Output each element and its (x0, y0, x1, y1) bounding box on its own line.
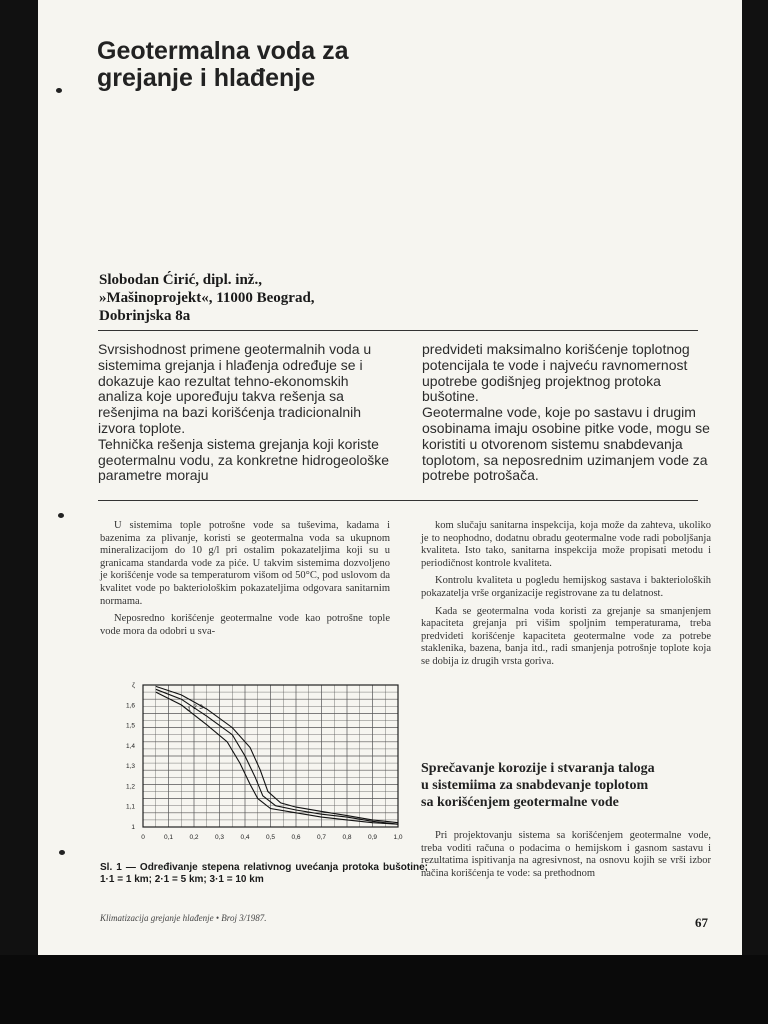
x-tick-label: 0,4 (240, 834, 250, 841)
abstract-bottom-rule (98, 500, 698, 501)
figure-caption: Sl. 1 — Određivanje stepena relativnog uvećanja protoka bušotine; 1·1 = 1 km; 2·1 = 5 km; 3·1 = 10 km (100, 862, 428, 885)
x-tick-label: 0,5 (265, 834, 276, 841)
abstract-left (98, 342, 390, 484)
body-paragraph: Kontrolu kvaliteta u pogledu hemijskog sastava i bakterioloških pokazatelja vrše organizacije registrovane za tu delatnost. (421, 575, 711, 599)
y-tick-label: ζ (132, 682, 135, 689)
x-tick-label: 0,7 (316, 834, 327, 841)
scan-background (0, 955, 768, 1024)
y-tick-label: 1,2 (125, 783, 135, 791)
x-tick-label: 0,2 (189, 834, 199, 841)
x-tick-label: 0,9 (367, 834, 378, 841)
series-label: 2 (193, 704, 197, 712)
article-title (97, 38, 457, 92)
x-tick-label: 0 (141, 834, 145, 841)
y-tick-label: 1,1 (125, 803, 135, 811)
y-tick-label: 1 (131, 824, 135, 831)
body-column-right (421, 520, 711, 674)
author-address: Dobrinjska 8a (99, 308, 191, 324)
x-tick-label: 0,1 (163, 834, 174, 841)
section-body (421, 830, 711, 885)
y-tick-label: 1,4 (125, 742, 135, 750)
y-tick-label: 1,6 (125, 702, 135, 710)
y-tick-label: 1,5 (125, 722, 135, 730)
margin-mark (56, 88, 62, 93)
document-page (38, 0, 742, 955)
title-line-2: grejanje i hlađenje (97, 64, 316, 92)
abstract-paragraph: Svrsishodnost primene geotermalnih voda u sistemima grejanja i hlađenja određuje se i dokazuje kao rezultat tehno-ekonomskih analiza koje upoređuju takva rešenja sa rešenjima na bazi korišćenja tradicionalnih izvora toplote. (98, 341, 372, 436)
abstract-top-rule (98, 330, 698, 331)
body-paragraph: Pri projektovanju sistema sa korišćenjem geotermalne vode, treba voditi računa o podacima o hemijskom i gasnom sastavu i rezultatima ispitivanja na agresivnost, na osnovu kojih se vrši izbor načina korišćenja te vode: sa prethodnom (421, 830, 711, 879)
abstract-paragraph: Geotermalne vode, koje po sastavu i drugim osobinama imaju osobine pitke vode, mogu se koristiti u otvorenom sistemu snabdevanja toplotom, sa neposrednim uzimanjem vode za potrebe potrošača. (422, 404, 710, 484)
series-label: 3 (199, 703, 203, 711)
x-tick-label: 0,3 (214, 834, 225, 841)
margin-mark (58, 513, 64, 518)
journal-footer: Klimatizacija grejanje hlađenje • Broj 3/1987. (100, 913, 267, 923)
series-line-2 (156, 689, 398, 824)
body-column-left (100, 520, 390, 643)
series-label: 1 (187, 705, 191, 713)
y-tick-label: 1,3 (125, 763, 135, 771)
page-number: 67 (695, 915, 708, 930)
abstract-paragraph: predvideti maksimalno korišćenje toplotnog potencijala te vode i najveću ravnomernost upotrebe godišnjeg projektnog protoka bušotine. (422, 341, 690, 405)
x-tick-label: 0,8 (342, 834, 352, 841)
abstract-paragraph: Tehnička rešenja sistema grejanja koji koriste geotermalnu vodu, za konkretne hidrogeološke parametre moraju (98, 435, 390, 484)
figure-chart (113, 677, 435, 847)
body-paragraph: Neposredno korišćenje geotermalne vode kao potrošne tople vode mora da odobri u sva- (100, 613, 390, 637)
x-tick-label: 1,0 (393, 834, 403, 841)
title-line-1: Geotermalna voda za (97, 37, 349, 65)
x-tick-label: 0,6 (291, 834, 301, 841)
author-name: Slobodan Ćirić, dipl. inž., (99, 272, 262, 288)
section-heading: Sprečavanje korozije i stvaranja taloga u sistemiima za snabdevanje toplotom sa korišćenjem geotermalne vode (421, 761, 655, 810)
author-block (99, 271, 399, 325)
body-paragraph: kom slučaju sanitarna inspekcija, koja može da zahteva, ukoliko je to neophodno, dodatnu obradu geotermalne vode radi poboljšanja kvaliteta. Isto tako, sanitarna inspekcija može propisati metodu i periodičnost kontrole kvaliteta. (421, 520, 711, 569)
body-paragraph: Kada se geotermalna voda koristi za grejanje sa smanjenjem kapaciteta grejanja pri višim spoljnim temperaturama, treba predvideti korišćenje kapaciteta geotermalne vode za potrebe staklenika, bazena, banja itd., radi smanjenja potrošnje toplote koja se dobija iz drugih vrsta goriva. (421, 605, 711, 667)
author-company: »Mašinoprojekt«, 11000 Beograd, (99, 290, 315, 306)
body-paragraph: U sistemima tople potrošne vode sa tuševima, kadama i bazenima za plivanje, koristi se geotermalna voda sa ukupnom mineralizacijom do 10 g/l pri ostalim pokazateljima koji su u granicama standarda vode za piće. U takvim sistemima dozvoljeno je korišćenje vode sa temperaturom višom od 50°C, pod uslovom da kvalitet vode po bakteriološkim pokazateljima odgovara sanitarnim normama. (100, 520, 390, 607)
abstract-right (422, 342, 712, 484)
series-line-1 (156, 692, 398, 824)
margin-mark (59, 850, 65, 855)
